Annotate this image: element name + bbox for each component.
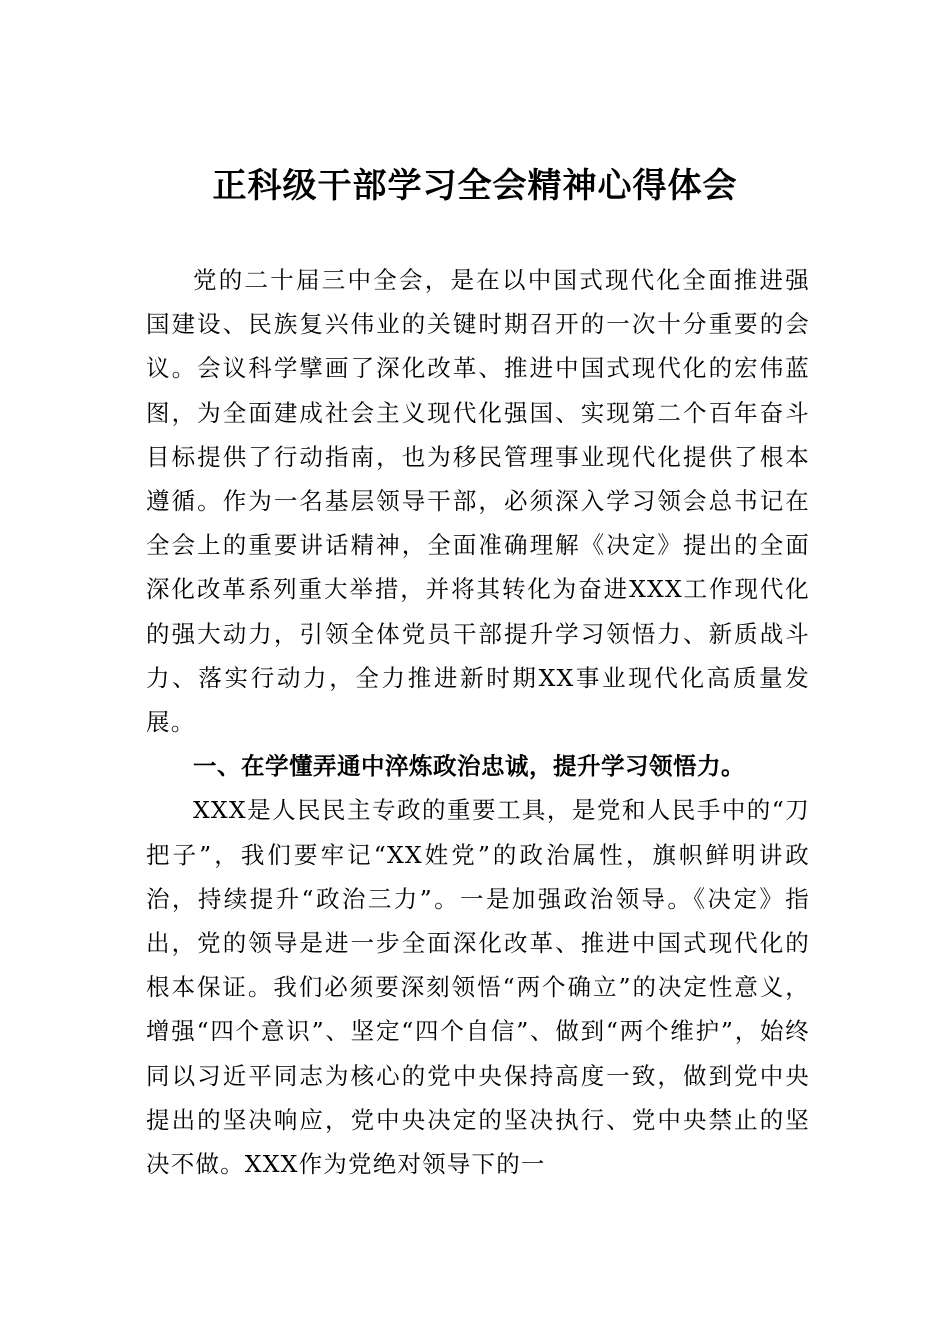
document-title: 正科级干部学习全会精神心得体会	[212, 166, 738, 206]
paragraph-section-1: XXX是人民民主专政的重要工具，是党和人民手中的“刀把子”，我们要牢记“XX姓党”的政治属性，旗帜鲜明讲政治，持续提升“政治三力”。一是加强政治领导。《决定》指出，党的领导是进一步全面深化改革、推进中国式现代化的根本保证。我们必须要深刻领悟“两个确立”的决定性意义，增强“四个意识”、坚定“四个自信”、做到“两个维护”，始终同以习近平同志为核心的党中央保持高度一致，做到党中央提出的坚决响应，党中央决定的坚决执行、党中央禁止的坚决不做。XXX作为党绝对领导下的一	[146, 796, 810, 1179]
document-body	[146, 258, 810, 1186]
section-heading-1: 一、在学懂弄通中淬炼政治忠诚，提升学习领悟力。	[193, 752, 745, 781]
paragraph-intro: 党的二十届三中全会，是在以中国式现代化全面推进强国建设、民族复兴伟业的关键时期召开的一次十分重要的会议。会议科学擘画了深化改革、推进中国式现代化的宏伟蓝图，为全面建成社会主义现代化强国、实现第二个百年奋斗目标提供了行动指南，也为移民管理事业现代化提供了根本遵循。作为一名基层领导干部，必须深入学习领会总书记在全会上的重要讲话精神，全面准确理解《决定》提出的全面深化改革系列重大举措，并将其转化为奋进XXX工作现代化的强大动力，引领全体党员干部提升学习领悟力、新质战斗力、落实行动力，全力推进新时期XX事业现代化高质量发展。	[146, 266, 810, 737]
